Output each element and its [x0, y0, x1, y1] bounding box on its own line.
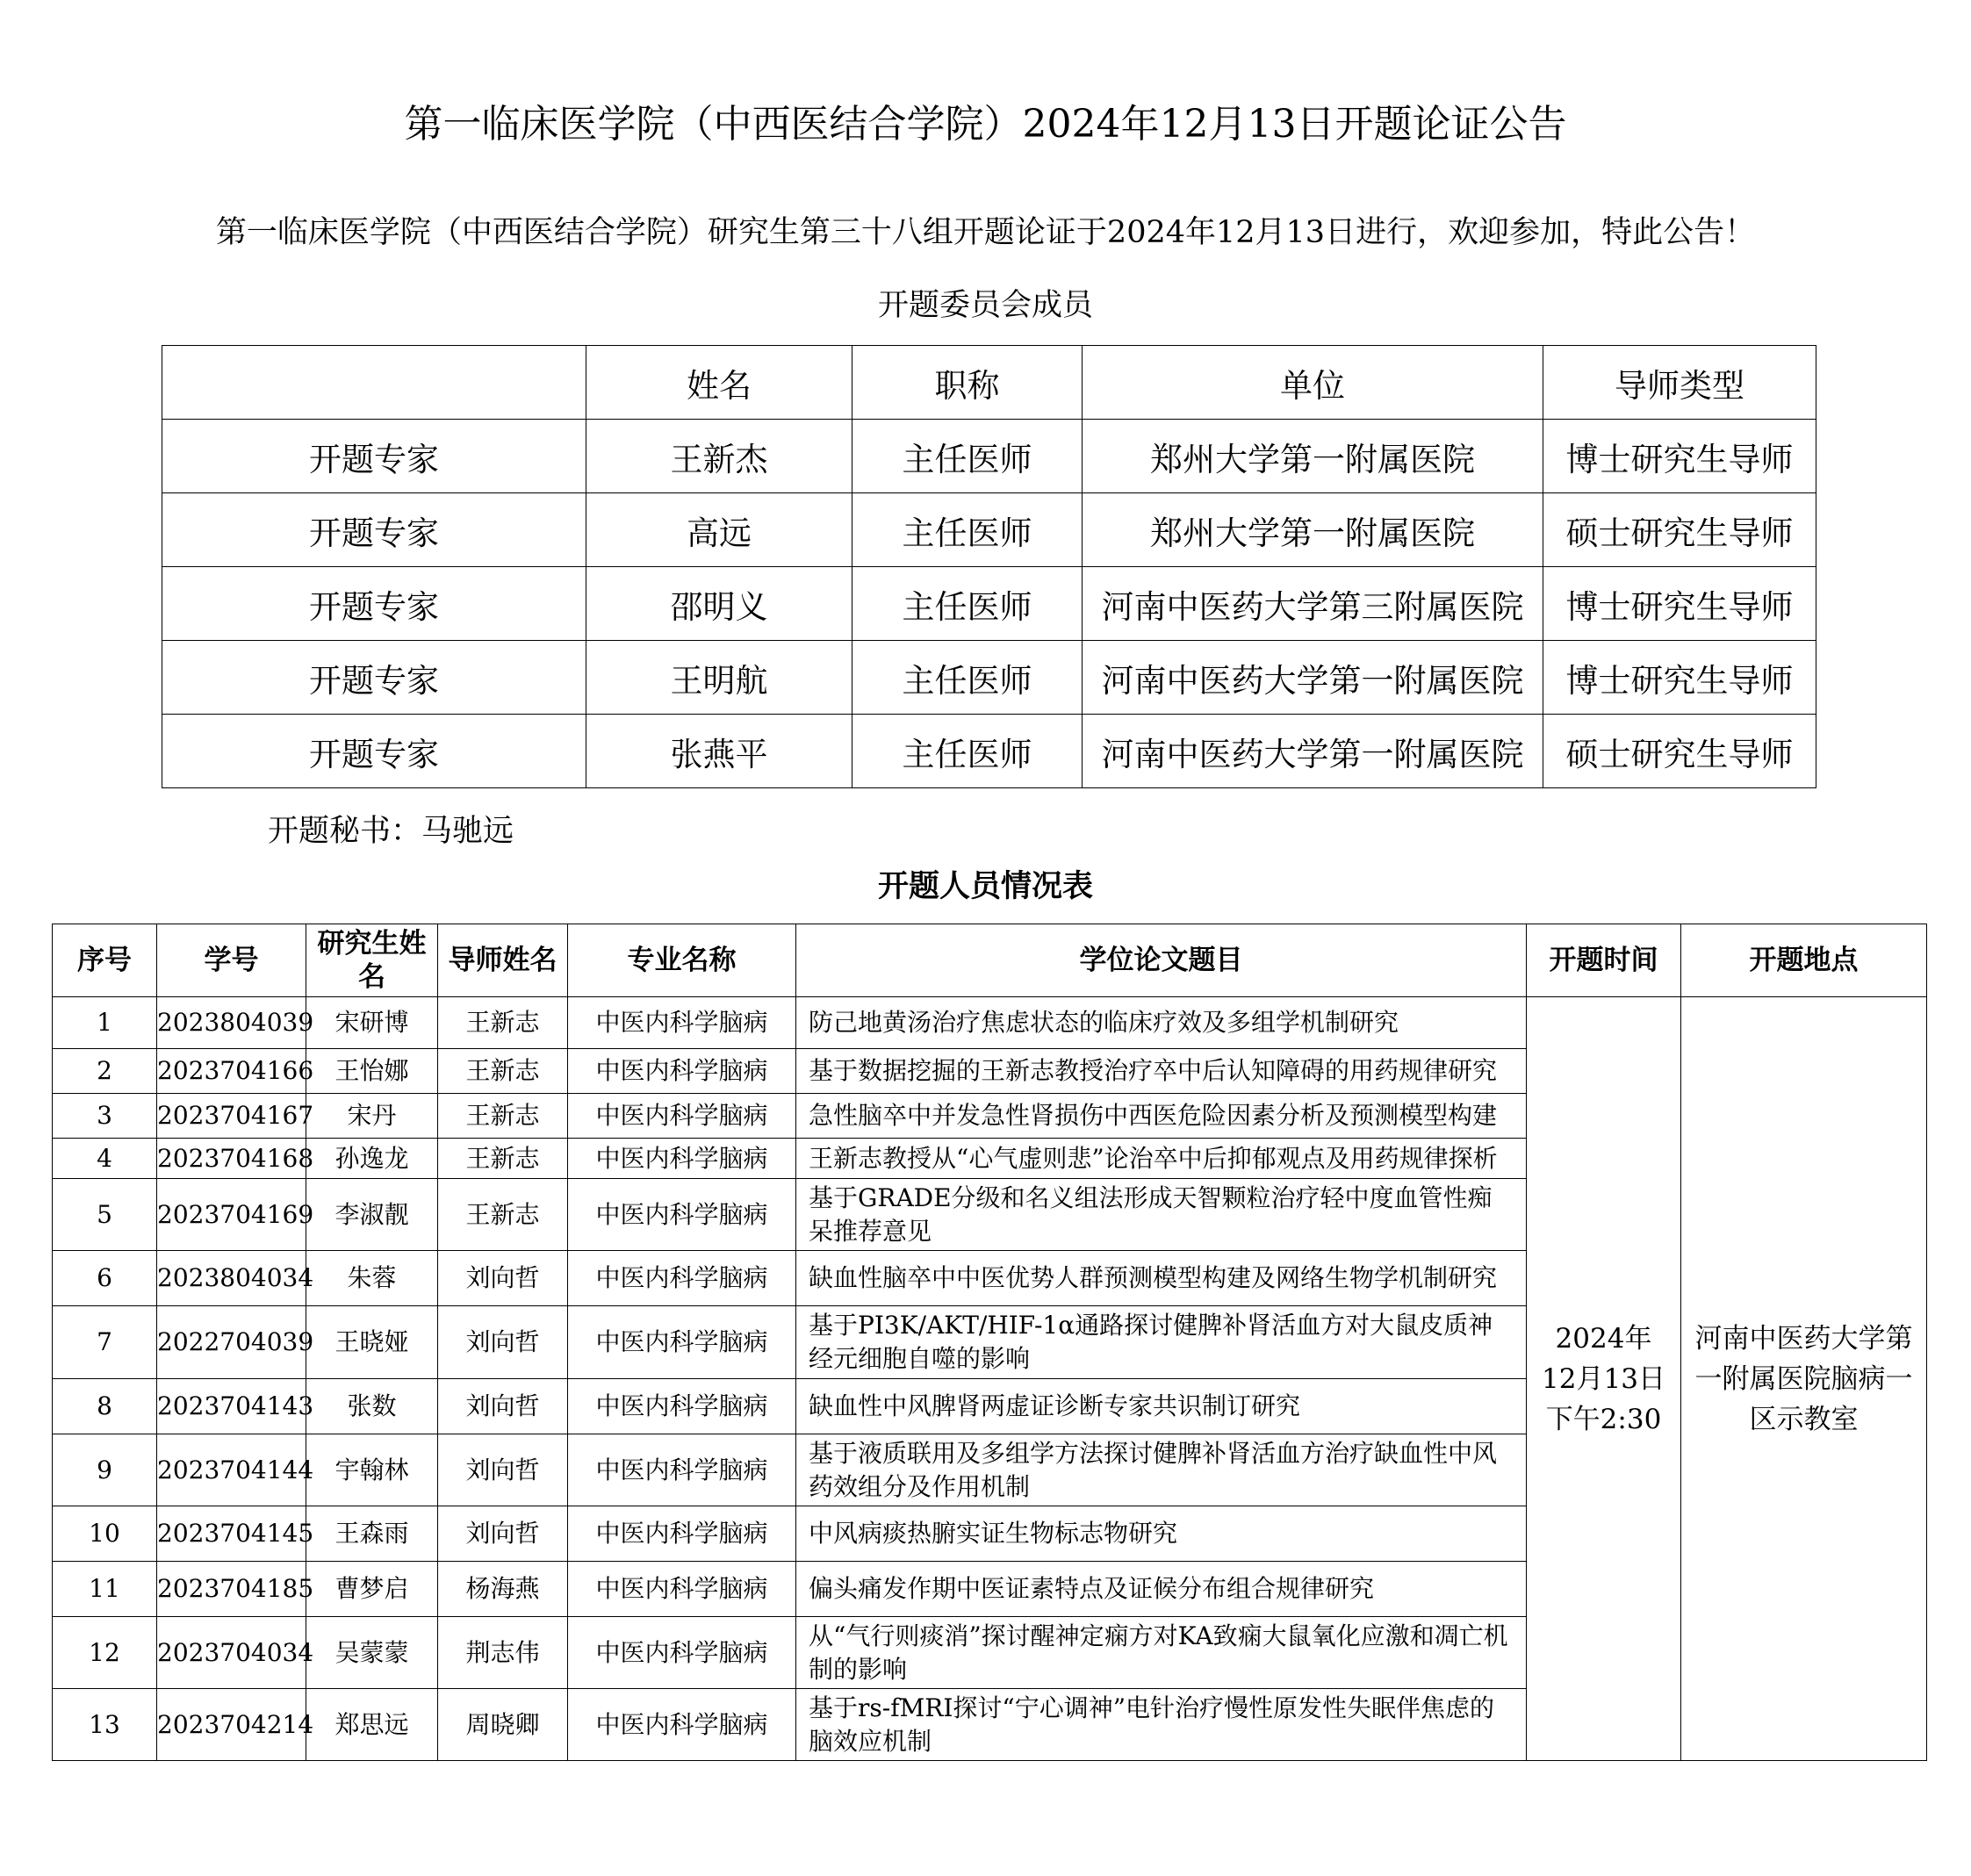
student-cell-advisor-name: 杨海燕	[438, 1562, 568, 1617]
students-header-index: 序号	[53, 924, 157, 997]
committee-row	[162, 493, 1816, 567]
committee-header-supervisor-type: 导师类型	[1543, 346, 1816, 420]
committee-row	[162, 641, 1816, 715]
student-cell-student-id: 2023704168	[157, 1139, 306, 1179]
secretary-name: 马驰远	[421, 814, 514, 849]
student-cell-advisor-name: 王新志	[438, 1139, 568, 1179]
committee-cell-name: 邵明义	[586, 567, 852, 641]
student-cell-student-name: 王森雨	[306, 1506, 438, 1562]
student-cell-thesis-title: 缺血性脑卒中中医优势人群预测模型构建及网络生物学机制研究	[796, 1251, 1527, 1306]
student-cell-major: 中医内科学脑病	[568, 1562, 796, 1617]
defense-time: 2024年12月13日下午2:30	[1527, 997, 1681, 1761]
student-cell-major: 中医内科学脑病	[568, 1379, 796, 1434]
secretary-line	[268, 809, 514, 853]
student-cell-index: 2	[53, 1049, 157, 1094]
student-cell-thesis-title: 基于液质联用及多组学方法探讨健脾补肾活血方治疗缺血性中风药效组分及作用机制	[796, 1434, 1527, 1506]
student-cell-student-id: 2023804034	[157, 1251, 306, 1306]
student-cell-major: 中医内科学脑病	[568, 1139, 796, 1179]
student-cell-student-id: 2023704034	[157, 1617, 306, 1689]
student-cell-student-name: 郑思远	[306, 1689, 438, 1761]
committee-cell-role: 开题专家	[162, 641, 586, 715]
student-cell-thesis-title: 防己地黄汤治疗焦虑状态的临床疗效及多组学机制研究	[796, 997, 1527, 1049]
committee-cell-unit: 河南中医药大学第三附属医院	[1083, 567, 1543, 641]
student-cell-student-name: 王怡娜	[306, 1049, 438, 1094]
committee-row	[162, 567, 1816, 641]
committee-cell-supervisor-type: 博士研究生导师	[1543, 420, 1816, 493]
student-cell-index: 11	[53, 1562, 157, 1617]
students-heading: 开题人员情况表	[877, 868, 1093, 904]
student-cell-student-id: 2023704185	[157, 1562, 306, 1617]
student-cell-major: 中医内科学脑病	[568, 1049, 796, 1094]
student-cell-student-name: 张数	[306, 1379, 438, 1434]
student-cell-thesis-title: 缺血性中风脾肾两虚证诊断专家共识制订研究	[796, 1379, 1527, 1434]
committee-cell-unit: 郑州大学第一附属医院	[1083, 493, 1543, 567]
page-title: 第一临床医学院（中西医结合学院）2024年12月13日开题论证公告	[404, 102, 1567, 147]
student-cell-thesis-title: 基于数据挖掘的王新志教授治疗卒中后认知障碍的用药规律研究	[796, 1049, 1527, 1094]
committee-heading: 开题委员会成员	[877, 288, 1093, 323]
student-cell-student-id: 2023704145	[157, 1506, 306, 1562]
student-cell-index: 12	[53, 1617, 157, 1689]
student-cell-major: 中医内科学脑病	[568, 1094, 796, 1139]
committee-table	[162, 345, 1816, 788]
student-cell-student-name: 曹梦启	[306, 1562, 438, 1617]
committee-cell-unit: 河南中医药大学第一附属医院	[1083, 715, 1543, 788]
student-cell-index: 5	[53, 1179, 157, 1251]
student-cell-index: 9	[53, 1434, 157, 1506]
students-header-location: 开题地点	[1681, 924, 1927, 997]
student-cell-student-name: 宋研博	[306, 997, 438, 1049]
committee-cell-title: 主任医师	[852, 493, 1083, 567]
student-cell-student-id: 2023704166	[157, 1049, 306, 1094]
student-cell-thesis-title: 从“气行则痰消”探讨醒神定痫方对KA致痫大鼠氧化应激和凋亡机制的影响	[796, 1617, 1527, 1689]
defense-location: 河南中医药大学第一附属医院脑病一区示教室	[1681, 997, 1927, 1761]
committee-cell-unit: 郑州大学第一附属医院	[1083, 420, 1543, 493]
committee-cell-role: 开题专家	[162, 493, 586, 567]
committee-cell-role: 开题专家	[162, 420, 586, 493]
student-cell-thesis-title: 基于PI3K/AKT/HIF-1α通路探讨健脾补肾活血方对大鼠皮质神经元细胞自噬的影响	[796, 1306, 1527, 1379]
committee-header-role	[162, 346, 586, 420]
student-cell-major: 中医内科学脑病	[568, 1179, 796, 1251]
student-cell-student-name: 朱蓉	[306, 1251, 438, 1306]
student-cell-index: 7	[53, 1306, 157, 1379]
student-cell-student-id: 2022704039	[157, 1306, 306, 1379]
secretary-label: 开题秘书：	[268, 814, 422, 849]
committee-cell-title: 主任医师	[852, 715, 1083, 788]
student-cell-student-name: 吴蒙蒙	[306, 1617, 438, 1689]
student-cell-advisor-name: 刘向哲	[438, 1306, 568, 1379]
committee-row	[162, 420, 1816, 493]
committee-cell-title: 主任医师	[852, 641, 1083, 715]
student-cell-advisor-name: 刘向哲	[438, 1251, 568, 1306]
students-table	[52, 924, 1927, 1761]
student-cell-index: 6	[53, 1251, 157, 1306]
student-cell-student-name: 李淑靓	[306, 1179, 438, 1251]
student-cell-major: 中医内科学脑病	[568, 1689, 796, 1761]
students-header-advisor-name: 导师姓名	[438, 924, 568, 997]
student-cell-thesis-title: 中风病痰热腑实证生物标志物研究	[796, 1506, 1527, 1562]
student-cell-student-id: 2023704143	[157, 1379, 306, 1434]
student-cell-student-name: 王晓娅	[306, 1306, 438, 1379]
committee-cell-supervisor-type: 硕士研究生导师	[1543, 493, 1816, 567]
student-cell-index: 13	[53, 1689, 157, 1761]
student-cell-student-name: 宇翰林	[306, 1434, 438, 1506]
student-cell-major: 中医内科学脑病	[568, 1306, 796, 1379]
student-cell-advisor-name: 刘向哲	[438, 1434, 568, 1506]
student-cell-major: 中医内科学脑病	[568, 997, 796, 1049]
committee-cell-title: 主任医师	[852, 567, 1083, 641]
student-cell-major: 中医内科学脑病	[568, 1506, 796, 1562]
student-cell-advisor-name: 王新志	[438, 1094, 568, 1139]
students-header-thesis-title: 学位论文题目	[796, 924, 1527, 997]
committee-cell-supervisor-type: 博士研究生导师	[1543, 567, 1816, 641]
student-cell-student-id: 2023804039	[157, 997, 306, 1049]
committee-header-name: 姓名	[586, 346, 852, 420]
student-cell-thesis-title: 基于rs-fMRI探讨“宁心调神”电针治疗慢性原发性失眠伴焦虑的脑效应机制	[796, 1689, 1527, 1761]
committee-header-unit: 单位	[1083, 346, 1543, 420]
students-header-major: 专业名称	[568, 924, 796, 997]
student-cell-student-id: 2023704167	[157, 1094, 306, 1139]
student-cell-student-id: 2023704144	[157, 1434, 306, 1506]
student-cell-major: 中医内科学脑病	[568, 1617, 796, 1689]
student-cell-index: 1	[53, 997, 157, 1049]
committee-header-row	[162, 346, 1816, 420]
student-cell-thesis-title: 王新志教授从“心气虚则悲”论治卒中后抑郁观点及用药规律探析	[796, 1139, 1527, 1179]
student-cell-index: 10	[53, 1506, 157, 1562]
students-header-student-id: 学号	[157, 924, 306, 997]
students-header-student-name: 研究生姓名	[306, 924, 438, 997]
student-cell-student-name: 孙逸龙	[306, 1139, 438, 1179]
student-cell-index: 4	[53, 1139, 157, 1179]
student-cell-thesis-title: 偏头痛发作期中医证素特点及证候分布组合规律研究	[796, 1562, 1527, 1617]
committee-cell-title: 主任医师	[852, 420, 1083, 493]
student-cell-advisor-name: 王新志	[438, 997, 568, 1049]
student-cell-student-id: 2023704214	[157, 1689, 306, 1761]
student-cell-index: 8	[53, 1379, 157, 1434]
committee-cell-role: 开题专家	[162, 567, 586, 641]
table-row	[53, 997, 1927, 1049]
announcement-text: 第一临床医学院（中西医结合学院）研究生第三十八组开题论证于2024年12月13日进行，欢迎参加，特此公告！	[215, 215, 1756, 250]
student-cell-advisor-name: 周晓卿	[438, 1689, 568, 1761]
committee-cell-name: 张燕平	[586, 715, 852, 788]
student-cell-student-id: 2023704169	[157, 1179, 306, 1251]
students-header-time: 开题时间	[1527, 924, 1681, 997]
student-cell-major: 中医内科学脑病	[568, 1434, 796, 1506]
committee-cell-supervisor-type: 博士研究生导师	[1543, 641, 1816, 715]
student-cell-thesis-title: 基于GRADE分级和名义组法形成天智颗粒治疗轻中度血管性痴呆推荐意见	[796, 1179, 1527, 1251]
students-header-row	[53, 924, 1927, 997]
committee-cell-unit: 河南中医药大学第一附属医院	[1083, 641, 1543, 715]
student-cell-advisor-name: 王新志	[438, 1179, 568, 1251]
committee-cell-name: 王明航	[586, 641, 852, 715]
committee-header-title: 职称	[852, 346, 1083, 420]
committee-row	[162, 715, 1816, 788]
student-cell-advisor-name: 刘向哲	[438, 1379, 568, 1434]
committee-cell-role: 开题专家	[162, 715, 586, 788]
student-cell-advisor-name: 刘向哲	[438, 1506, 568, 1562]
student-cell-advisor-name: 王新志	[438, 1049, 568, 1094]
student-cell-index: 3	[53, 1094, 157, 1139]
student-cell-thesis-title: 急性脑卒中并发急性肾损伤中西医危险因素分析及预测模型构建	[796, 1094, 1527, 1139]
student-cell-major: 中医内科学脑病	[568, 1251, 796, 1306]
student-cell-advisor-name: 荆志伟	[438, 1617, 568, 1689]
committee-cell-supervisor-type: 硕士研究生导师	[1543, 715, 1816, 788]
committee-cell-name: 王新杰	[586, 420, 852, 493]
student-cell-student-name: 宋丹	[306, 1094, 438, 1139]
committee-cell-name: 高远	[586, 493, 852, 567]
